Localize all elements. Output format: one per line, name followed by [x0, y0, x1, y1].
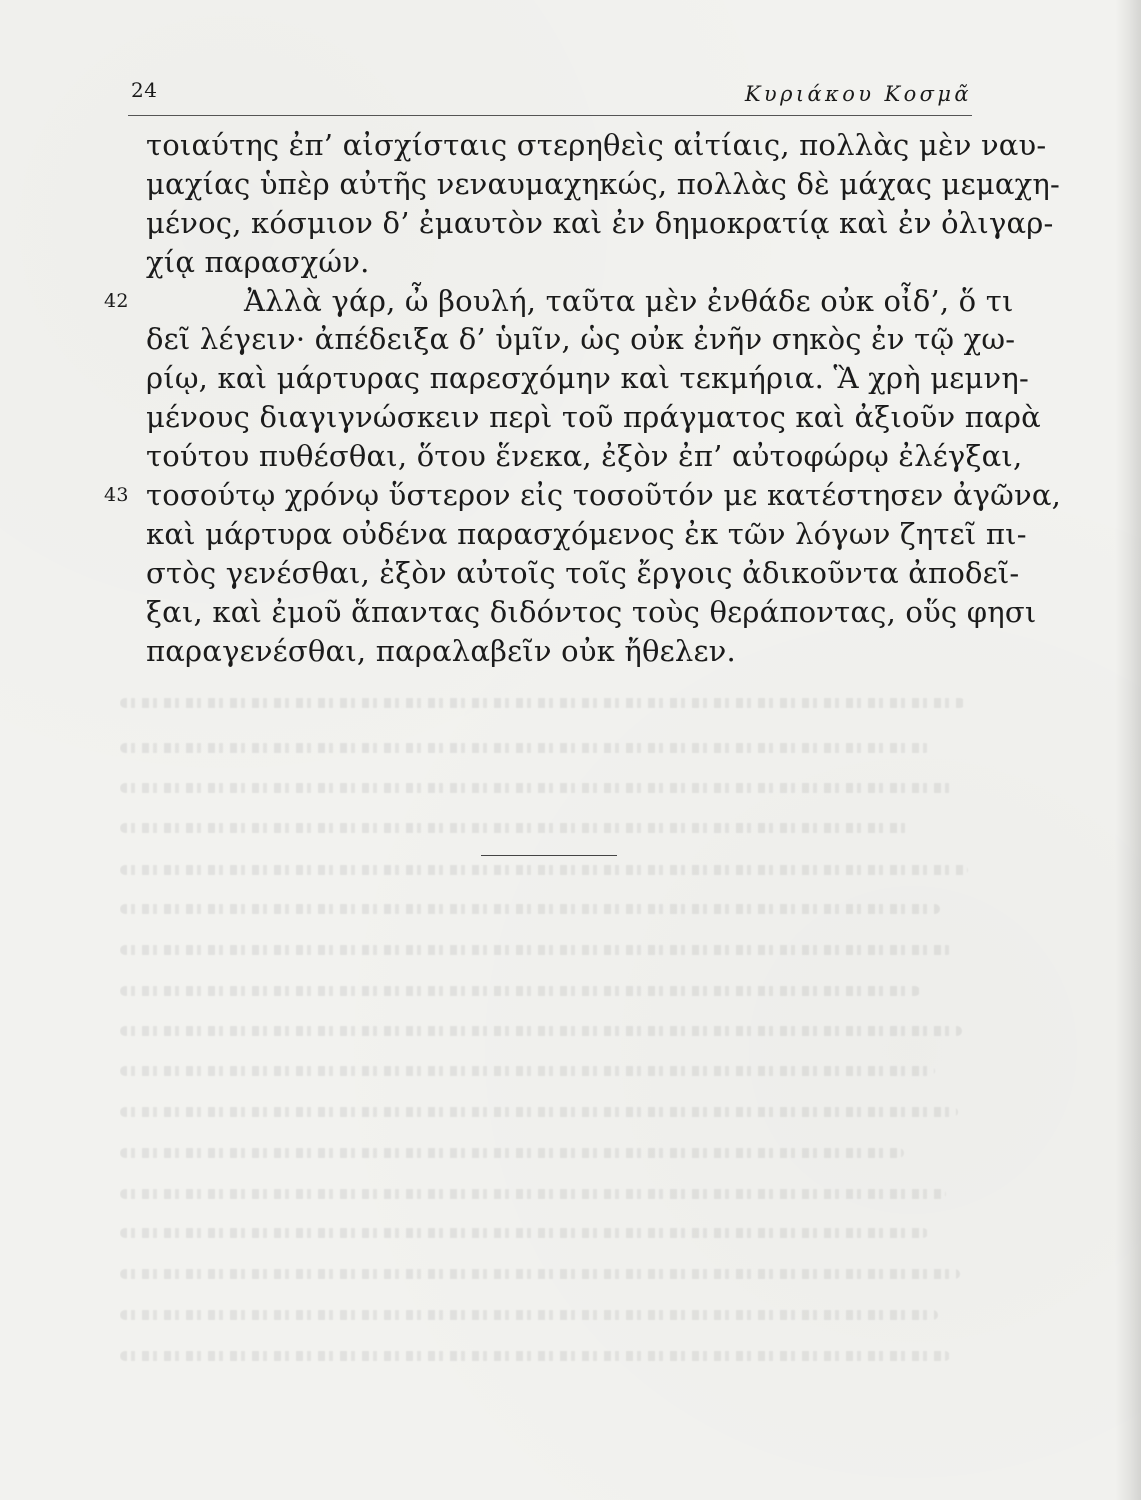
text-line: [146, 320, 1016, 359]
text-line-content: καὶ μάρτυρα οὐδένα παρασχόμενος ἐκ τῶν λόγων ζητεῖ πι-: [146, 516, 1027, 551]
text-line-content: τοσούτῳ χρόνῳ ὕστερον εἰς τοσοῦτόν με κατέστησεν ἀγῶνα,: [146, 478, 1062, 513]
text-line: [146, 165, 1061, 204]
text-line-content: στὸς γενέσθαι, ἐξὸν αὐτοῖς τοῖς ἔργοις ἀδικοῦντα ἀποδεῖ-: [146, 555, 1020, 590]
show-through-text: [120, 680, 980, 1400]
page-number: 24: [131, 78, 158, 102]
text-line-content: χίᾳ παρασχών.: [146, 244, 370, 279]
text-line: [146, 554, 1020, 593]
text-line: [146, 593, 1037, 632]
running-header: [128, 70, 972, 116]
page-edge-shadow: [1115, 0, 1141, 1500]
main-text-block: [104, 126, 1062, 670]
text-line-content: ρίῳ, καὶ μάρτυρας παρεσχόμην καὶ τεκμήρια. Ἃ χρὴ μεμνη-: [146, 361, 1029, 396]
text-line-content: τούτου πυθέσθαι, ὅτου ἕνεκα, ἐξὸν ἐπ’ αὐτοφώρῳ ἐλέγξαι,: [146, 439, 1023, 474]
text-line-content: μαχίας ὑπὲρ αὐτῆς νεναυμαχηκώς, πολλὰς δὲ μάχας μεμαχη-: [146, 166, 1061, 201]
text-line: [146, 243, 974, 282]
text-line: [146, 204, 1054, 243]
section-number-42: 42: [104, 289, 129, 312]
text-line-content: ξαι, καὶ ἐμοῦ ἅπαντας διδόντος τοὺς θεράποντας, οὕς φησι: [146, 594, 1037, 629]
running-title: Κυριάκου Κοσμᾶ: [744, 82, 972, 106]
section-number-43: 43: [104, 484, 129, 507]
text-line-content: δεῖ λέγειν· ἀπέδειξα δ’ ὑμῖν, ὡς οὐκ ἐνῆν σηκὸς ἐν τῷ χω-: [146, 322, 1016, 357]
text-line-content: μένους διαγιγνώσκειν περὶ τοῦ πράγματος καὶ ἀξιοῦν παρὰ: [146, 400, 1041, 435]
text-line-content: Ἀλλὰ γάρ, ὦ βουλή, ταῦτα μὲν ἐνθάδε οὐκ οἶδ’, ὅ τι: [244, 283, 1014, 318]
text-line: [146, 398, 1041, 437]
text-line: [146, 126, 1047, 165]
text-line: [146, 632, 974, 671]
end-rule: [481, 855, 617, 856]
text-line: [104, 476, 1062, 515]
text-line-content: μένος, κόσμιον δ’ ἐμαυτὸν καὶ ἐν δημοκρατίᾳ καὶ ἐν ὀλιγαρ-: [146, 205, 1054, 240]
text-line: [146, 359, 1029, 398]
text-line: [104, 282, 1014, 321]
text-line: [146, 437, 1023, 476]
text-line: [146, 515, 1027, 554]
text-line-content: παραγενέσθαι, παραλαβεῖν οὐκ ἤθελεν.: [146, 633, 736, 668]
text-line-content: τοιαύτης ἐπ’ αἰσχίσταις στερηθεὶς αἰτίαις, πολλὰς μὲν ναυ-: [146, 128, 1047, 162]
